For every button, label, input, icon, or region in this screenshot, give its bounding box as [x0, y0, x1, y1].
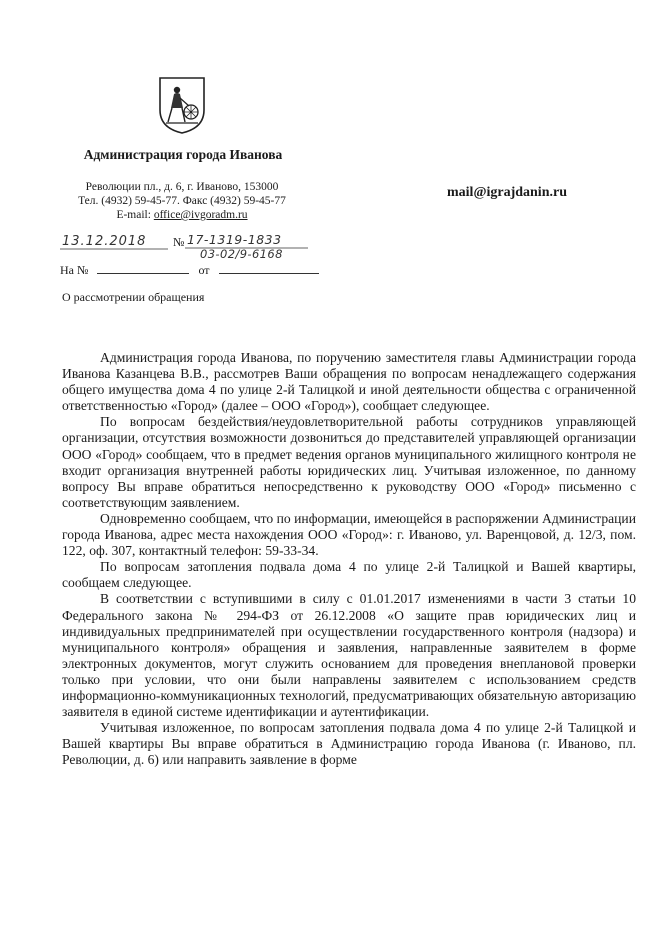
handwritten-date	[60, 230, 170, 252]
body-paragraph: Одновременно сообщаем, что по информации, имеющейся в распоряжении Администрации города Иванова, адрес места нахождения ООО «Город»: г. Иваново, ул. Варенцовой, д. 12/3, пом. 122, оф. 307, контактный телефон: 59-33-34.	[62, 510, 636, 559]
body-paragraph: Учитывая изложенное, по вопросам затопления подвала дома 4 по улице 2-й Талицкой и Вашей квартиры Вы вправе обратиться в Администрацию города Иванова (г. Иваново, пл. Революции, д. 6) или направить заявление в форме	[62, 720, 636, 768]
address-line: Революции пл., д. 6, г. Иваново, 153000	[85, 181, 279, 193]
letter-subject: О рассмотрении обращения	[62, 290, 205, 304]
handwritten-reg-number-text: 17-1319-1833	[187, 232, 282, 247]
recipient-address: mail@igrajdanin.ru	[447, 185, 567, 200]
number-sign: №	[173, 235, 185, 249]
email-link[interactable]: office@ivgoradm.ru	[153, 209, 248, 221]
reference-number-blank	[97, 263, 189, 274]
reference-number-label: На №	[60, 263, 89, 277]
body-paragraph: По вопросам затопления подвала дома 4 по улице 2-й Талицкой и Вашей квартиры, сообщаем следующее.	[62, 559, 636, 591]
letter-body	[62, 350, 636, 768]
reference-date-blank	[219, 263, 319, 274]
body-paragraph: Администрация города Иванова, по поручению заместителя главы Администрации города Иванова Казанцева В.В., рассмотрев Ваши обращения по вопросам ненадлежащего содержания общего имущества дома 4 по улице 2-й Талицкой и иной деятельности общества с ограниченной ответственностью «Город» (далее – ООО «Город»), сообщает следующее.	[62, 350, 636, 414]
body-paragraph: В соответствии с вступившими в силу с 01.01.2017 изменениями в части 3 статьи 10 Федерального закона № 294-ФЗ от 26.12.2008 «О защите прав юридических лиц и индивидуальных предпринимателей при осуществлении государственного контроля (надзора) и муниципального контроля» обращения и заявления, направленные заявителем в форме электронных документов, могут служить основанием для проведения внеплановой проверки только при условии, что они были направлены заявителем с использованием средств информационно-коммуникационных технологий, предусматривающих обязательную авторизацию заявителя в единой системе идентификации и аутентификации.	[62, 591, 636, 720]
organization-name: Администрация города Иванова	[83, 147, 283, 162]
reference-row	[60, 263, 319, 278]
reference-date-label: от	[198, 263, 210, 277]
city-emblem-icon	[158, 76, 206, 134]
email-line	[52, 208, 312, 222]
handwritten-date-text: 13.12.2018	[62, 234, 147, 249]
handwritten-reg-number-2-text: 03-02/9-6168	[200, 247, 283, 261]
phone-fax-line: Тел. (4932) 59-45-77. Факс (4932) 59-45-77	[78, 195, 286, 207]
body-paragraph: По вопросам бездействия/неудовлетворительной работы сотрудников управляющей организации, отсутствия возможности дозвониться до представителей управляющей организации ООО «Город» сообщаем, что в предмет ведения органов муниципального жилищного контроля не входит организация внутренней работы юридических лиц. Учитывая изложенное, по данному вопросу Вы вправе обратиться непосредственно к руководству ООО «Город» письменно с соответствующим заявлением.	[62, 414, 636, 510]
email-label: E-mail:	[116, 209, 154, 221]
